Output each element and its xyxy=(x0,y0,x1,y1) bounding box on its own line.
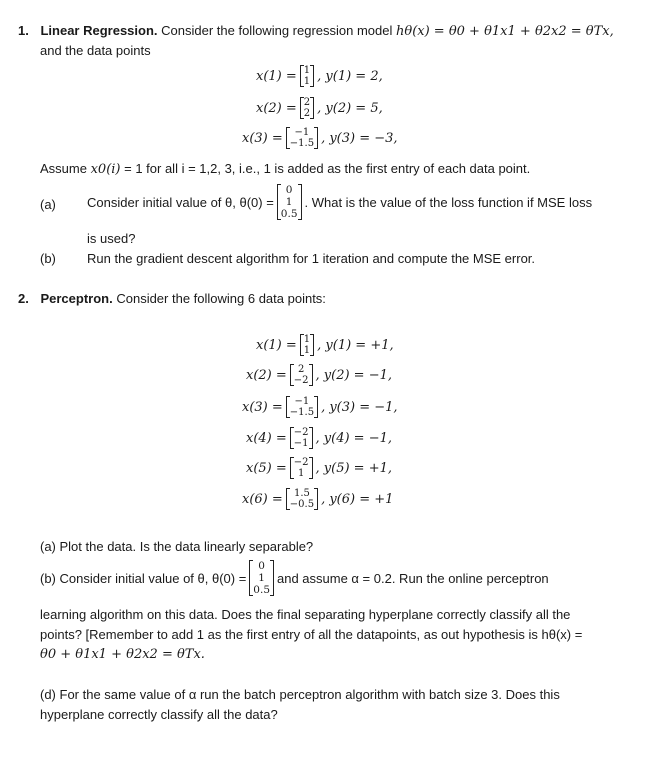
q2-point-1 xyxy=(256,334,394,356)
q2-part-b-text-c: learning algorithm on this data. Does the final separating hyperplane correctly classify all the xyxy=(40,607,571,622)
q1-point-1-y: , y(1) = 2, xyxy=(317,68,383,84)
q2-point-5-vector xyxy=(290,457,313,479)
vec-entry: 1 xyxy=(303,65,311,76)
q2-point-4 xyxy=(246,427,392,449)
q2-point-6-vector xyxy=(286,488,318,510)
q2-point-3-x: x(3) = xyxy=(242,399,283,415)
q2-part-d-text-b: hyperplane correctly classify all the data? xyxy=(40,707,278,722)
q2-part-d-text-a: (d) For the same value of α run the batch perceptron algorithm with batch size 3. Does this xyxy=(40,687,560,702)
q2-point-4-y: , y(4) = −1, xyxy=(315,430,393,446)
vec-entry: 1 xyxy=(297,468,305,479)
q1-title: Linear Regression. xyxy=(40,23,158,38)
q2-point-6-y: , y(6) = +1 xyxy=(321,491,394,507)
q2-part-b-text-b: and assume α = 0.2. Run the online perceptron xyxy=(277,570,549,586)
vec-entry: −0.5 xyxy=(289,499,315,510)
q2-point-5-y: , y(5) = +1, xyxy=(315,460,393,476)
vec-entry: −1.5 xyxy=(289,138,315,149)
vec-entry: 0 xyxy=(285,184,293,196)
q1-point-3-y: , y(3) = −3, xyxy=(321,130,398,146)
q2-part-b-text-a: (b) Consider initial value of θ, θ(0) = xyxy=(40,570,247,586)
q2-part-b xyxy=(40,560,549,596)
q1-point-3-vector xyxy=(286,127,318,149)
vec-entry: −1 xyxy=(293,438,309,449)
q2-point-4-x: x(4) = xyxy=(246,430,287,446)
q2-number: 2. xyxy=(18,291,29,306)
q1-point-3 xyxy=(242,127,398,149)
vec-entry: 2 xyxy=(303,108,311,119)
vec-entry: 0.5 xyxy=(253,584,270,596)
vec-entry: 2 xyxy=(303,97,311,108)
vec-entry: 0 xyxy=(258,560,265,572)
q1-point-2-y: , y(2) = 5, xyxy=(317,100,383,116)
q2-header xyxy=(18,290,326,308)
q2-point-3-vector xyxy=(286,396,318,418)
q2-point-1-vector xyxy=(300,334,314,356)
vec-entry: 1 xyxy=(285,196,293,208)
q2-point-5 xyxy=(246,457,392,479)
q2-point-5-x: x(5) = xyxy=(246,460,287,476)
q2-point-6-x: x(6) = xyxy=(242,491,283,507)
vec-entry: −1 xyxy=(294,127,310,138)
q2-point-2 xyxy=(246,364,392,386)
q2-point-1-x: x(1) = xyxy=(256,337,297,353)
q2-title: Perceptron. xyxy=(40,291,113,306)
q1-part-a-text-c: is used? xyxy=(87,231,136,246)
vec-entry: −2 xyxy=(293,457,309,468)
q1-point-2 xyxy=(256,97,383,119)
q2-point-4-vector xyxy=(290,427,313,449)
q1-part-a xyxy=(87,184,592,220)
q1-assume-b: = 1 for all i = 1,2, 3, i.e., 1 is added as the first entry of each data point. xyxy=(124,161,531,176)
q1-point-2-vector xyxy=(300,97,314,119)
vec-entry: −1.5 xyxy=(289,407,315,418)
vec-entry: 1 xyxy=(303,334,311,345)
vec-entry: 1 xyxy=(303,76,311,87)
vec-entry: 1 xyxy=(303,345,311,356)
q1-theta-vector xyxy=(277,184,302,220)
q1-part-a-text: Consider initial value of θ, θ(0) = xyxy=(87,194,274,210)
q1-point-1-x: x(1) = xyxy=(256,68,297,84)
q2-point-3-y: , y(3) = −1, xyxy=(321,399,398,415)
q1-assumption xyxy=(40,160,530,179)
q1-part-b-label: (b) xyxy=(40,251,56,266)
vec-entry: 1 xyxy=(258,572,265,584)
q2-part-b-text-d: points? [Remember to add 1 as the first entry of all the datapoints, as out hypothesis is hθ(x) = xyxy=(40,627,583,642)
q2-part-a: (a) Plot the data. Is the data linearly separable? xyxy=(40,539,314,554)
vec-entry: 1.5 xyxy=(293,488,310,499)
q1-model: hθ(x) = θ0 + θ1x1 + θ2x2 = θTx, xyxy=(396,24,614,39)
q2-point-1-y: , y(1) = +1, xyxy=(317,337,394,353)
q1-intro: Consider the following regression model xyxy=(161,23,393,38)
q1-header xyxy=(18,22,614,41)
vec-entry: −2 xyxy=(293,375,309,386)
q1-intro-b: and the data points xyxy=(40,43,151,58)
q1-point-2-x: x(2) = xyxy=(256,100,297,116)
q1-assume-var: x0(i) xyxy=(90,162,121,177)
q1-part-a-label: (a) xyxy=(40,197,56,212)
q2-point-2-vector xyxy=(290,364,313,386)
q1-point-1 xyxy=(256,65,383,87)
q1-part-b-text: Run the gradient descent algorithm for 1 iteration and compute the MSE error. xyxy=(87,251,536,266)
q2-point-2-x: x(2) = xyxy=(246,367,287,383)
vec-entry: 0.5 xyxy=(280,208,298,220)
q1-point-1-vector xyxy=(300,65,314,87)
vec-entry: 2 xyxy=(297,364,305,375)
vec-entry: −1 xyxy=(294,396,310,407)
q2-part-b-text-e: θ0 + θ1x1 + θ2x2 = θTx. xyxy=(40,647,205,662)
q1-part-a-text-b: . What is the value of the loss function if MSE loss xyxy=(304,194,593,210)
q1-number: 1. xyxy=(18,23,29,38)
q2-point-2-y: , y(2) = −1, xyxy=(315,367,393,383)
q1-assume-a: Assume xyxy=(40,161,87,176)
q2-point-6 xyxy=(242,488,393,510)
q2-theta-vector xyxy=(249,560,274,596)
vec-entry: −2 xyxy=(293,427,309,438)
q2-intro: Consider the following 6 data points: xyxy=(116,291,326,306)
q1-point-3-x: x(3) = xyxy=(242,130,283,146)
q2-point-3 xyxy=(242,396,398,418)
